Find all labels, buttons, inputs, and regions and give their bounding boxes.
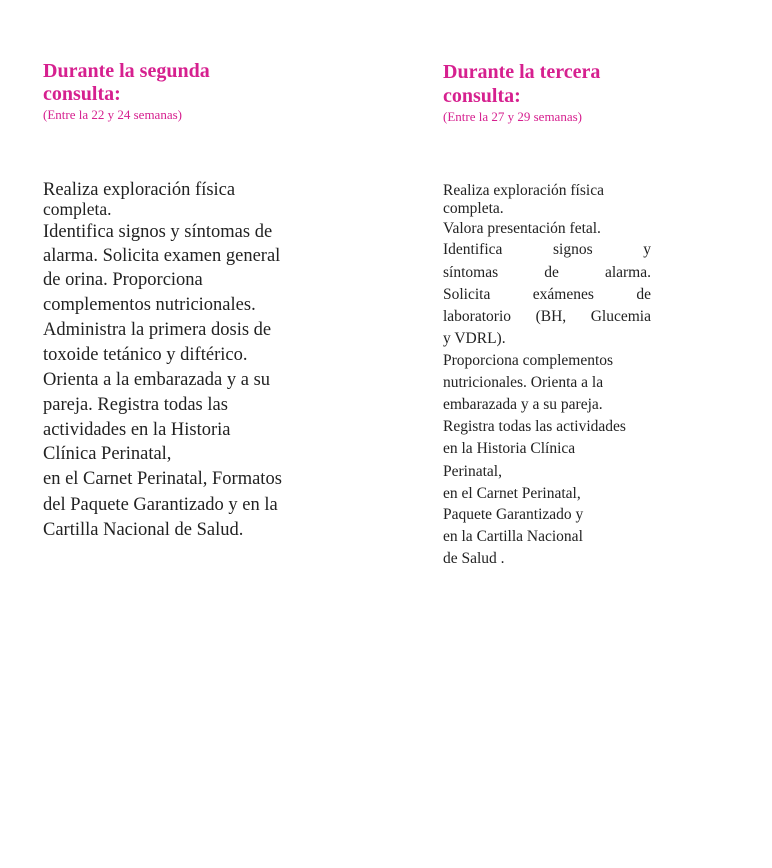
right-word: Solicita <box>443 286 491 303</box>
right-justified-line <box>443 240 651 260</box>
left-line: de orina. Proporciona <box>43 270 203 290</box>
left-line: Administra la primera dosis de <box>43 320 272 340</box>
left-subtitle: (Entre la 22 y 24 semanas) <box>43 107 182 122</box>
right-justified-line <box>443 263 651 283</box>
right-word: signos <box>553 241 593 258</box>
left-line: toxoide tetánico y diftérico. <box>43 345 248 365</box>
right-line: en la Cartilla Nacional <box>443 528 583 545</box>
right-justified-line <box>443 285 651 305</box>
right-justified-line <box>443 307 651 327</box>
right-line: Valora presentación fetal. <box>443 220 601 237</box>
right-word: laboratorio <box>443 308 512 325</box>
right-subtitle: (Entre la 27 y 29 semanas) <box>443 109 582 124</box>
right-line: Paquete Garantizado y <box>443 506 584 523</box>
right-word: de <box>636 286 651 303</box>
left-line: alarma. Solicita examen general <box>43 246 281 266</box>
right-line: en el Carnet Perinatal, <box>443 485 581 502</box>
right-word: síntomas <box>443 264 499 281</box>
right-line: Proporciona complementos <box>443 352 614 369</box>
left-line: complementos nutricionales. <box>43 295 256 315</box>
left-line: Cartilla Nacional de Salud. <box>43 520 244 540</box>
right-line: Registra todas las actividades <box>443 418 626 435</box>
right-word: alarma. <box>604 264 651 281</box>
left-line: en el Carnet Perinatal, Formatos <box>43 469 282 489</box>
right-line: Realiza exploración física <box>443 182 604 199</box>
right-line: y VDRL). <box>443 330 506 347</box>
left-line: del Paquete Garantizado y en la <box>43 495 278 515</box>
left-line: actividades en la Historia <box>43 420 231 440</box>
right-line: completa. <box>443 200 504 217</box>
right-line: nutricionales. Orienta a la <box>443 374 604 391</box>
right-word: exámenes <box>532 286 594 303</box>
right-line: de Salud . <box>443 550 505 567</box>
left-title-line2: consulta: <box>43 83 121 105</box>
right-title-line2: consulta: <box>443 85 521 107</box>
left-line: Realiza exploración física <box>43 180 236 200</box>
right-word: Glucemia <box>590 308 651 325</box>
left-line: Clínica Perinatal, <box>43 444 172 464</box>
left-line: Orienta a la embarazada y a su <box>43 370 271 390</box>
right-word: y <box>643 241 651 258</box>
left-line: Identifica signos y síntomas de <box>43 222 273 242</box>
left-line: completa. <box>43 199 112 219</box>
right-word: (BH, <box>535 308 567 325</box>
right-title-line1: Durante la tercera <box>443 61 601 83</box>
left-title-line1: Durante la segunda <box>43 60 210 82</box>
right-line: Perinatal, <box>443 463 502 480</box>
right-line: en la Historia Clínica <box>443 440 576 457</box>
right-word: de <box>544 264 559 281</box>
right-line: embarazada y a su pareja. <box>443 396 603 413</box>
left-line: pareja. Registra todas las <box>43 395 228 415</box>
right-word: Identifica <box>443 241 503 258</box>
